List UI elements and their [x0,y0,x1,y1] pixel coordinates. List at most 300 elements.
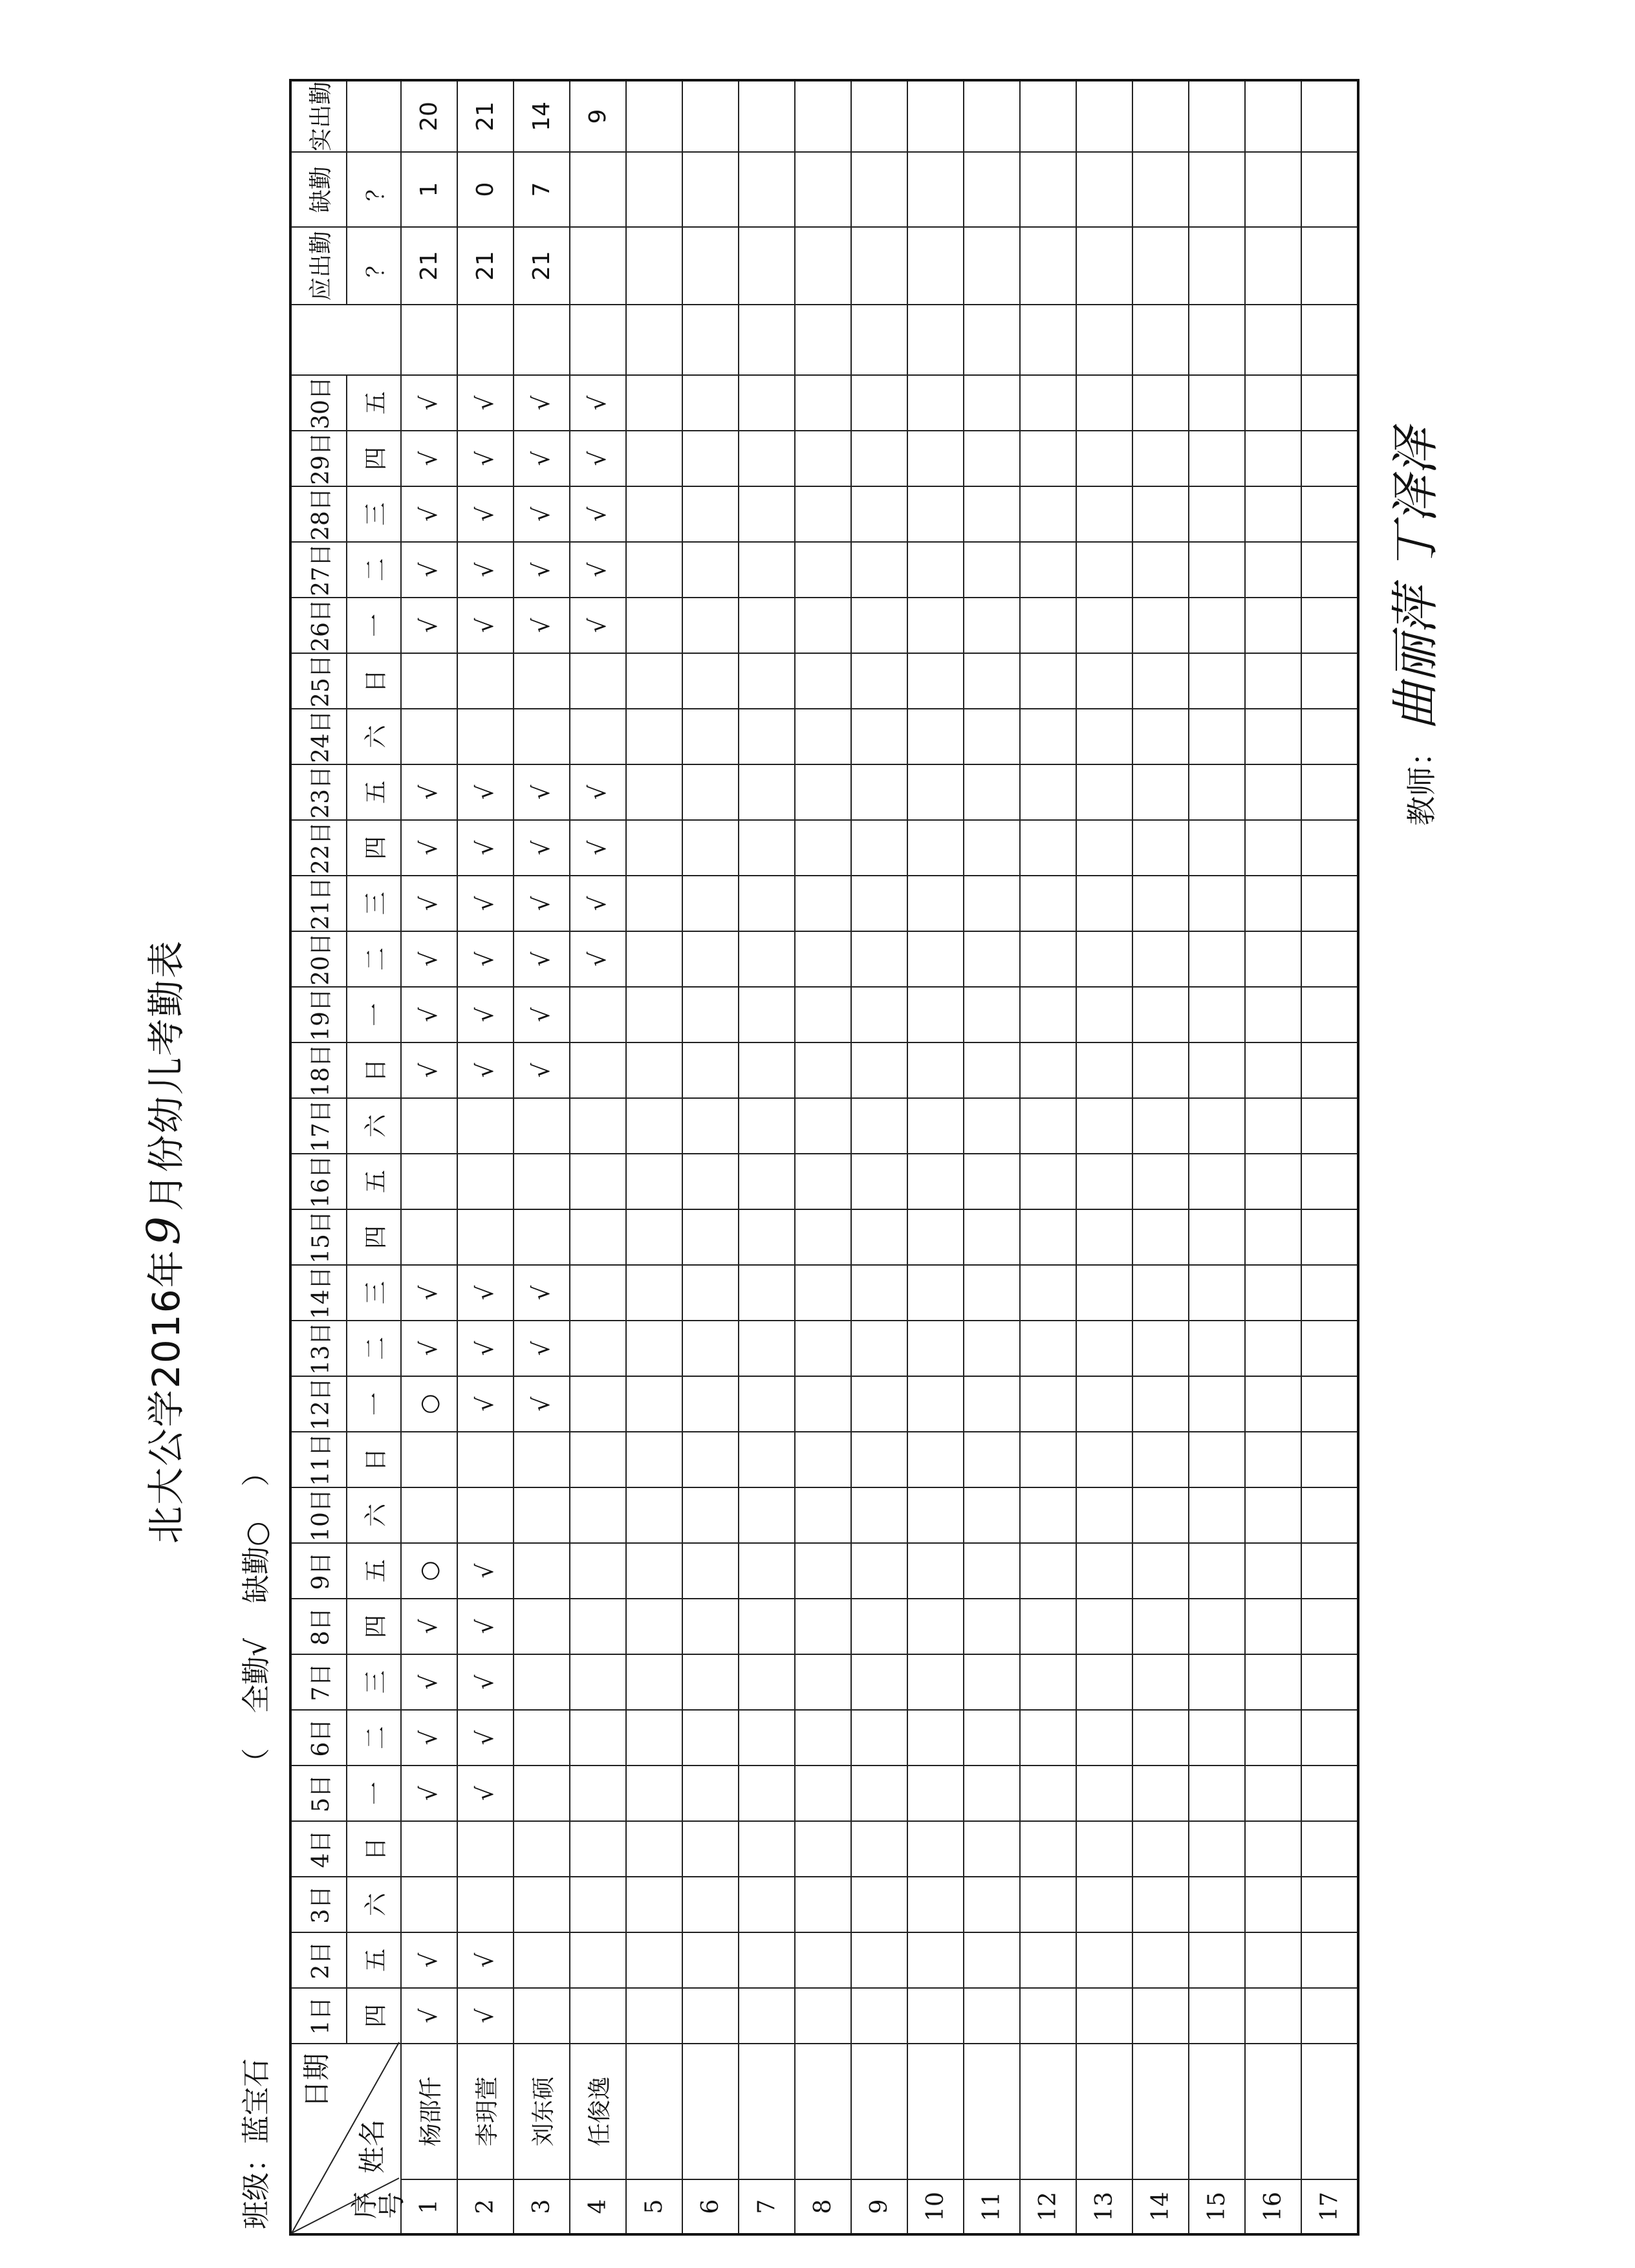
attendance-mark [1076,1432,1132,1487]
row-actual: 20 [401,80,457,152]
attendance-mark [570,1932,626,1988]
attendance-mark [851,1710,907,1766]
row-expected [682,227,739,305]
attendance-mark [964,1543,1020,1599]
attendance-mark [795,876,851,931]
attendance-mark [401,1487,457,1543]
attendance-mark [457,1432,514,1487]
attendance-mark [401,1432,457,1487]
attendance-mark [1301,1932,1358,1988]
attendance-mark [682,1543,739,1599]
attendance-mark [1245,1321,1301,1376]
attendance-mark [457,1487,514,1543]
attendance-mark [1189,542,1245,598]
row-blank [401,305,457,375]
attendance-mark [570,1988,626,2044]
attendance-mark: ○ [401,1543,457,1599]
attendance-mark [1132,1154,1189,1209]
attendance-mark [1132,653,1189,709]
attendance-mark [1076,598,1132,653]
attendance-mark [1132,876,1189,931]
attendance-mark [1076,1154,1132,1209]
row-absent [1076,152,1132,227]
attendance-mark [682,1766,739,1821]
attendance-mark [795,1766,851,1821]
attendance-mark: √ [401,931,457,987]
row-actual [1020,80,1076,152]
attendance-mark [739,1821,795,1877]
row-seq: 2 [457,2179,514,2234]
attendance-mark [1132,1209,1189,1265]
corner-name-label: 姓名 [356,2119,388,2174]
attendance-mark [570,1599,626,1654]
weekday-header: 一 [347,987,401,1042]
attendance-mark [907,1487,964,1543]
attendance-mark [964,598,1020,653]
row-seq: 14 [1132,2179,1189,2234]
attendance-mark [851,653,907,709]
attendance-mark [626,431,682,486]
attendance-mark [1301,1376,1358,1432]
attendance-mark [1076,1543,1132,1599]
day-header: 19日 [290,987,347,1042]
row-name [1301,2044,1358,2179]
attendance-mark [1132,987,1189,1042]
attendance-mark: √ [457,987,514,1042]
attendance-mark [1076,1487,1132,1543]
attendance-mark: √ [401,1599,457,1654]
day-header: 6日 [290,1710,347,1766]
attendance-mark [1245,1265,1301,1321]
weekday-header: 一 [347,1376,401,1432]
attendance-mark [401,1209,457,1265]
summary-header: 缺勤 [290,152,347,227]
weekday-header: 三 [347,486,401,542]
legend-full: 全勤√ [240,1637,273,1713]
day-header: 22日 [290,820,347,876]
attendance-mark [1189,1543,1245,1599]
weekday-header: 六 [347,1487,401,1543]
attendance-mark: √ [457,1376,514,1432]
attendance-mark [1132,1098,1189,1154]
attendance-mark [739,1932,795,1988]
attendance-mark [1132,1821,1189,1877]
attendance-mark [514,1654,570,1710]
attendance-mark [1245,987,1301,1042]
attendance-mark [1301,1710,1358,1766]
attendance-mark [964,1432,1020,1487]
row-actual [907,80,964,152]
attendance-mark: √ [457,598,514,653]
weekday-header: 四 [347,1599,401,1654]
attendance-mark [1189,1821,1245,1877]
attendance-mark [626,1432,682,1487]
legend [233,1432,274,1777]
day-header: 20日 [290,931,347,987]
attendance-mark [1132,1932,1189,1988]
attendance-mark [682,1042,739,1098]
attendance-mark [1245,1098,1301,1154]
row-blank [570,305,626,375]
attendance-mark [1245,375,1301,431]
attendance-mark [851,1821,907,1877]
attendance-mark [964,1932,1020,1988]
legend-close: ） [240,1458,273,1487]
attendance-mark [739,1154,795,1209]
attendance-mark: √ [514,486,570,542]
attendance-mark [907,1321,964,1376]
row-expected: 21 [401,227,457,305]
attendance-mark [851,820,907,876]
attendance-mark: √ [457,1654,514,1710]
attendance-mark [907,1376,964,1432]
table-row [514,80,570,2234]
attendance-mark [514,1154,570,1209]
attendance-mark [626,1209,682,1265]
attendance-mark [682,876,739,931]
row-seq: 7 [739,2179,795,2234]
attendance-mark: √ [457,1042,514,1098]
attendance-mark: √ [514,764,570,820]
attendance-mark [964,1042,1020,1098]
attendance-mark [1245,1376,1301,1432]
attendance-mark [1301,1432,1358,1487]
row-expected [1245,227,1301,305]
row-seq: 15 [1189,2179,1245,2234]
attendance-mark [1020,987,1076,1042]
attendance-mark [682,1710,739,1766]
attendance-mark [795,375,851,431]
attendance-mark [739,1988,795,2044]
row-blank [739,305,795,375]
attendance-mark [851,1543,907,1599]
attendance-mark [1245,1877,1301,1932]
attendance-mark [570,1821,626,1877]
attendance-mark [739,764,795,820]
row-absent [1301,152,1358,227]
attendance-mark [1132,431,1189,486]
row-expected [1189,227,1245,305]
attendance-mark [1020,709,1076,764]
title-prefix: 北大公学2016年 [144,1249,188,1544]
row-actual [1076,80,1132,152]
attendance-mark [1020,1988,1076,2044]
attendance-mark [1245,1654,1301,1710]
row-seq: 9 [851,2179,907,2234]
attendance-mark [964,1710,1020,1766]
day-header: 25日 [290,653,347,709]
attendance-mark [401,653,457,709]
attendance-mark [1132,1265,1189,1321]
row-absent [1189,152,1245,227]
attendance-mark [682,709,739,764]
attendance-mark [964,1766,1020,1821]
attendance-mark [1189,1321,1245,1376]
attendance-mark [739,1376,795,1432]
attendance-mark [626,1098,682,1154]
row-expected [1020,227,1076,305]
attendance-mark [1020,1487,1076,1543]
attendance-mark [851,987,907,1042]
attendance-mark [626,1376,682,1432]
attendance-mark [626,709,682,764]
attendance-mark [739,1766,795,1821]
attendance-mark [1132,931,1189,987]
attendance-mark [795,1988,851,2044]
attendance-mark [1189,1654,1245,1710]
attendance-mark [851,1265,907,1321]
attendance-mark [1245,486,1301,542]
attendance-mark [795,431,851,486]
attendance-mark [1245,709,1301,764]
row-blank [626,305,682,375]
attendance-mark [570,1042,626,1098]
attendance-mark [626,653,682,709]
attendance-mark [1301,987,1358,1042]
attendance-mark [1301,1654,1358,1710]
attendance-mark [1301,1265,1358,1321]
attendance-mark [1020,1321,1076,1376]
row-blank [1020,305,1076,375]
attendance-mark [682,1988,739,2044]
attendance-mark: √ [401,375,457,431]
attendance-mark [739,598,795,653]
attendance-mark [907,486,964,542]
day-header: 28日 [290,486,347,542]
row-expected [570,227,626,305]
attendance-mark [1076,820,1132,876]
attendance-mark [401,1821,457,1877]
row-name [1245,2044,1301,2179]
row-actual [1189,80,1245,152]
attendance-mark [795,598,851,653]
attendance-mark [1076,486,1132,542]
attendance-mark [514,1599,570,1654]
attendance-mark [1301,820,1358,876]
row-absent [626,152,682,227]
weekday-header: 六 [347,1877,401,1932]
attendance-mark [964,542,1020,598]
attendance-mark [907,1877,964,1932]
attendance-mark [570,709,626,764]
row-seq: 1 [401,2179,457,2234]
attendance-mark [682,542,739,598]
attendance-mark [401,1098,457,1154]
weekday-header: 二 [347,1321,401,1376]
day-header: 17日 [290,1098,347,1154]
attendance-mark [1189,431,1245,486]
attendance-mark [682,1877,739,1932]
attendance-mark [964,1154,1020,1209]
attendance-mark: √ [570,431,626,486]
attendance-mark [626,1932,682,1988]
attendance-mark [1189,1098,1245,1154]
attendance-mark [514,1543,570,1599]
attendance-mark [570,1098,626,1154]
row-seq: 13 [1076,2179,1132,2234]
attendance-mark [907,431,964,486]
attendance-mark [1132,1543,1189,1599]
attendance-mark: √ [457,764,514,820]
attendance-mark [626,1543,682,1599]
attendance-mark [1076,1821,1132,1877]
attendance-mark [795,1599,851,1654]
attendance-mark [739,486,795,542]
attendance-mark [907,1932,964,1988]
attendance-mark: √ [514,1376,570,1432]
row-seq: 3 [514,2179,570,2234]
day-header: 2日 [290,1932,347,1988]
weekday-header: 三 [347,1265,401,1321]
attendance-mark [964,1209,1020,1265]
attendance-mark [1301,931,1358,987]
attendance-mark: √ [514,931,570,987]
attendance-mark [1132,375,1189,431]
attendance-mark [851,1042,907,1098]
attendance-mark [907,1209,964,1265]
row-blank [514,305,570,375]
attendance-mark [1020,1543,1076,1599]
table-row [795,80,851,2234]
attendance-mark [851,1654,907,1710]
attendance-mark: √ [457,1543,514,1599]
attendance-mark: √ [401,1321,457,1376]
attendance-mark [1076,1710,1132,1766]
attendance-mark [1189,1154,1245,1209]
attendance-mark: √ [457,431,514,486]
attendance-mark [739,1265,795,1321]
attendance-mark [1189,1988,1245,2044]
weekday-header: 五 [347,764,401,820]
attendance-mark [1189,1766,1245,1821]
table-row [964,80,1020,2234]
attendance-mark [1189,1599,1245,1654]
day-header: 8日 [290,1599,347,1654]
day-header: 7日 [290,1654,347,1710]
attendance-mark: √ [514,1321,570,1376]
attendance-mark [1020,431,1076,486]
row-name: 任俊逸 [570,2044,626,2179]
handwritten-expected: ？ [347,227,401,305]
attendance-mark [1020,1265,1076,1321]
attendance-mark [907,931,964,987]
attendance-mark [1132,1599,1189,1654]
attendance-mark [1020,1766,1076,1821]
attendance-mark [964,375,1020,431]
attendance-mark [1076,431,1132,486]
attendance-mark [1076,709,1132,764]
attendance-mark [1076,542,1132,598]
attendance-mark [1245,1154,1301,1209]
attendance-mark: √ [514,542,570,598]
attendance-mark [682,1154,739,1209]
row-actual [851,80,907,152]
day-header: 9日 [290,1543,347,1599]
day-header: 3日 [290,1877,347,1932]
attendance-mark [457,1098,514,1154]
attendance-mark [401,1154,457,1209]
attendance-mark [1189,598,1245,653]
row-name [682,2044,739,2179]
attendance-mark [907,542,964,598]
attendance-mark [626,1265,682,1321]
attendance-mark: √ [457,931,514,987]
table-row [739,80,795,2234]
attendance-table [289,79,1359,2236]
attendance-mark [739,1710,795,1766]
weekday-header: 四 [347,1209,401,1265]
attendance-mark [682,1321,739,1376]
row-absent [907,152,964,227]
page-title [136,940,190,1544]
attendance-mark: √ [401,1654,457,1710]
attendance-mark [1301,1042,1358,1098]
weekday-header: 五 [347,1154,401,1209]
attendance-mark [964,653,1020,709]
attendance-mark [964,876,1020,931]
attendance-mark [1245,1988,1301,2044]
attendance-mark [682,1932,739,1988]
attendance-mark [795,1098,851,1154]
attendance-mark [795,1654,851,1710]
attendance-mark [1301,1543,1358,1599]
row-blank [1301,305,1358,375]
attendance-mark [626,598,682,653]
attendance-mark [1301,1209,1358,1265]
attendance-mark [739,1098,795,1154]
day-header: 24日 [290,709,347,764]
attendance-mark [1020,1209,1076,1265]
attendance-mark [1301,709,1358,764]
weekday-header: 日 [347,1821,401,1877]
attendance-mark [1245,598,1301,653]
attendance-mark [626,1710,682,1766]
attendance-mark: √ [457,1710,514,1766]
day-header: 16日 [290,1154,347,1209]
attendance-mark [1076,987,1132,1042]
attendance-mark [1020,1376,1076,1432]
row-actual [795,80,851,152]
attendance-mark [682,764,739,820]
attendance-mark [1132,1654,1189,1710]
weekday-header: 四 [347,1988,401,2044]
attendance-mark [1245,820,1301,876]
attendance-mark: √ [457,1321,514,1376]
row-expected: 21 [457,227,514,305]
attendance-mark [626,1599,682,1654]
attendance-mark [739,431,795,486]
attendance-mark [626,876,682,931]
header-row-dates [290,80,347,2234]
weekday-header: 三 [347,1654,401,1710]
row-blank [682,305,739,375]
attendance-mark: √ [401,542,457,598]
attendance-mark [570,653,626,709]
attendance-mark: √ [401,486,457,542]
attendance-mark [851,1487,907,1543]
attendance-mark [1245,931,1301,987]
attendance-mark [682,987,739,1042]
legend-absent: 缺勤○ [240,1521,273,1603]
attendance-mark [964,987,1020,1042]
attendance-mark [1245,653,1301,709]
attendance-mark [682,1821,739,1877]
attendance-mark: √ [401,820,457,876]
corner-header [290,2044,407,2234]
attendance-mark [1020,876,1076,931]
weekday-header: 四 [347,820,401,876]
attendance-mark: √ [457,876,514,931]
